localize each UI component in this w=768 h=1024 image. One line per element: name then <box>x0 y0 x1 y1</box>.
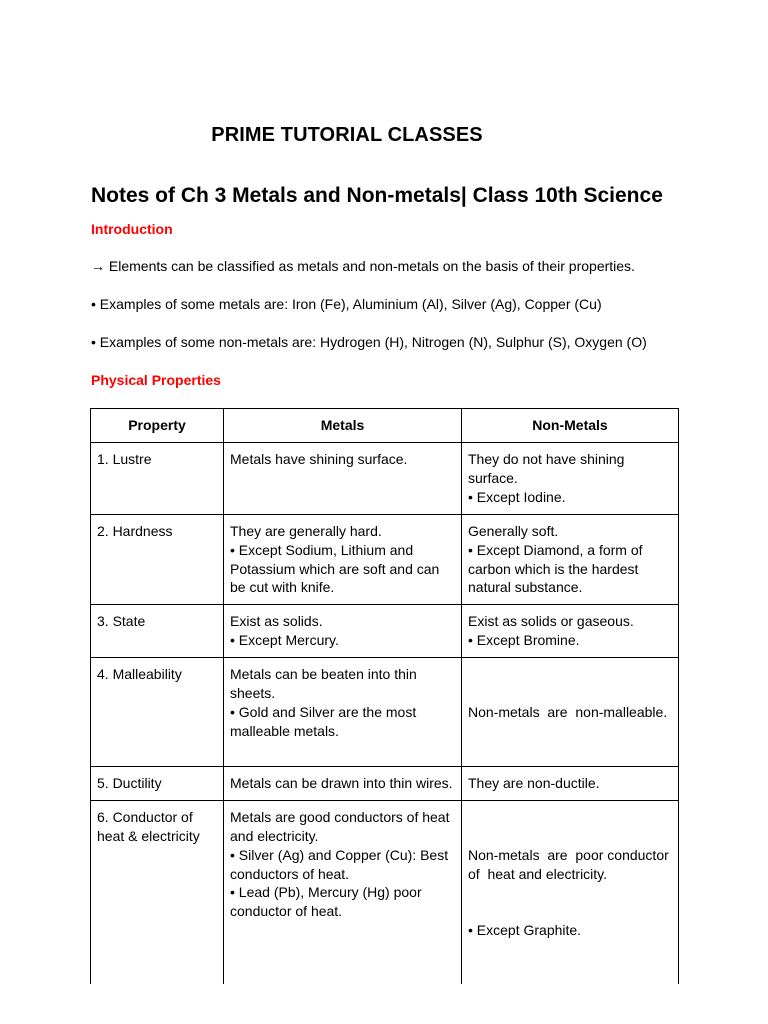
cell-text: Metals can be drawn into thin wires. <box>230 775 453 792</box>
cell-text: 5. Ductility <box>97 775 162 792</box>
cell-text: Non-metals are non-malleable. <box>468 703 668 720</box>
document-title: Notes of Ch 3 Metals and Non-metals| Class 10th Science <box>91 184 663 207</box>
cell-metals <box>224 443 462 515</box>
cell-metals <box>224 767 462 801</box>
cell-property <box>91 801 224 985</box>
cell-metals <box>224 658 462 767</box>
cell-property <box>91 515 224 605</box>
cell-text: • Except Mercury. <box>230 631 339 648</box>
section-heading-introduction: Introduction <box>91 221 173 237</box>
properties-table <box>90 408 679 984</box>
cell-text: • Gold and Silver are the most malleable metals. <box>230 703 417 739</box>
nonmetals-examples: • Examples of some non-metals are: Hydrogen (H), Nitrogen (N), Sulphur (S), Oxygen (O) <box>91 334 647 350</box>
header-metals: Metals <box>224 409 462 443</box>
cell-nonmetals <box>462 515 679 605</box>
table-row <box>91 605 679 658</box>
cell-metals <box>224 515 462 605</box>
cell-property <box>91 443 224 515</box>
cell-text: Non-metals are poor conductor of heat and electricity. <box>468 846 673 882</box>
cell-text: Metals have shining surface. <box>230 451 408 467</box>
table-row <box>91 658 679 767</box>
table-header-row <box>91 409 679 443</box>
cell-text: 2. Hardness <box>97 523 173 539</box>
cell-nonmetals <box>462 767 679 801</box>
cell-text: • Except Diamond, a form of carbon which is the hardest natural substance. <box>468 541 643 596</box>
table-row <box>91 767 679 801</box>
cell-text: They are generally hard. <box>230 523 382 539</box>
cell-metals <box>224 605 462 658</box>
cell-nonmetals <box>462 443 679 515</box>
cell-text: • Silver (Ag) and Copper (Cu): Best conductors of heat. <box>230 846 449 882</box>
cell-text: 6. Conductor of heat & electricity <box>97 809 200 844</box>
cell-text: Generally soft. <box>468 523 559 539</box>
cell-text: 4. Malleability <box>97 666 182 683</box>
table-row <box>91 801 679 985</box>
cell-text: They do not have shining surface. <box>468 451 625 486</box>
cell-text: Metals are good conductors of heat and electricity. <box>230 809 450 844</box>
cell-text: • Except Iodine. <box>468 488 566 505</box>
section-heading-physical-properties: Physical Properties <box>91 372 221 388</box>
header-property: Property <box>91 409 224 443</box>
cell-text: They are non-ductile. <box>468 775 600 792</box>
cell-text: • Except Sodium, Lithium and Potassium which are soft and can be cut with knife. <box>230 541 440 596</box>
header-nonmetals: Non-Metals <box>462 409 679 443</box>
table-row <box>91 443 679 515</box>
cell-text: Exist as solids. <box>230 613 323 630</box>
cell-text: • Except Bromine. <box>468 631 580 648</box>
cell-property <box>91 767 224 801</box>
cell-property <box>91 658 224 767</box>
cell-text: Metals can be beaten into thin sheets. <box>230 666 417 701</box>
metals-examples: • Examples of some metals are: Iron (Fe), Aluminium (Al), Silver (Ag), Copper (Cu) <box>91 296 602 312</box>
cell-nonmetals <box>462 801 679 985</box>
table-row <box>91 515 679 605</box>
cell-text: • Lead (Pb), Mercury (Hg) poor conductor of heat. <box>230 884 422 920</box>
page-header: PRIME TUTORIAL CLASSES <box>211 124 483 146</box>
cell-text: 1. Lustre <box>97 451 152 467</box>
cell-property <box>91 605 224 658</box>
intro-paragraph: → Elements can be classified as metals and non-metals on the basis of their properties. <box>91 258 635 274</box>
cell-text: Exist as solids or gaseous. <box>468 613 634 630</box>
cell-nonmetals <box>462 605 679 658</box>
cell-text: • Except Graphite. <box>468 921 582 938</box>
cell-text: 3. State <box>97 613 146 630</box>
cell-nonmetals <box>462 658 679 767</box>
cell-metals <box>224 801 462 985</box>
